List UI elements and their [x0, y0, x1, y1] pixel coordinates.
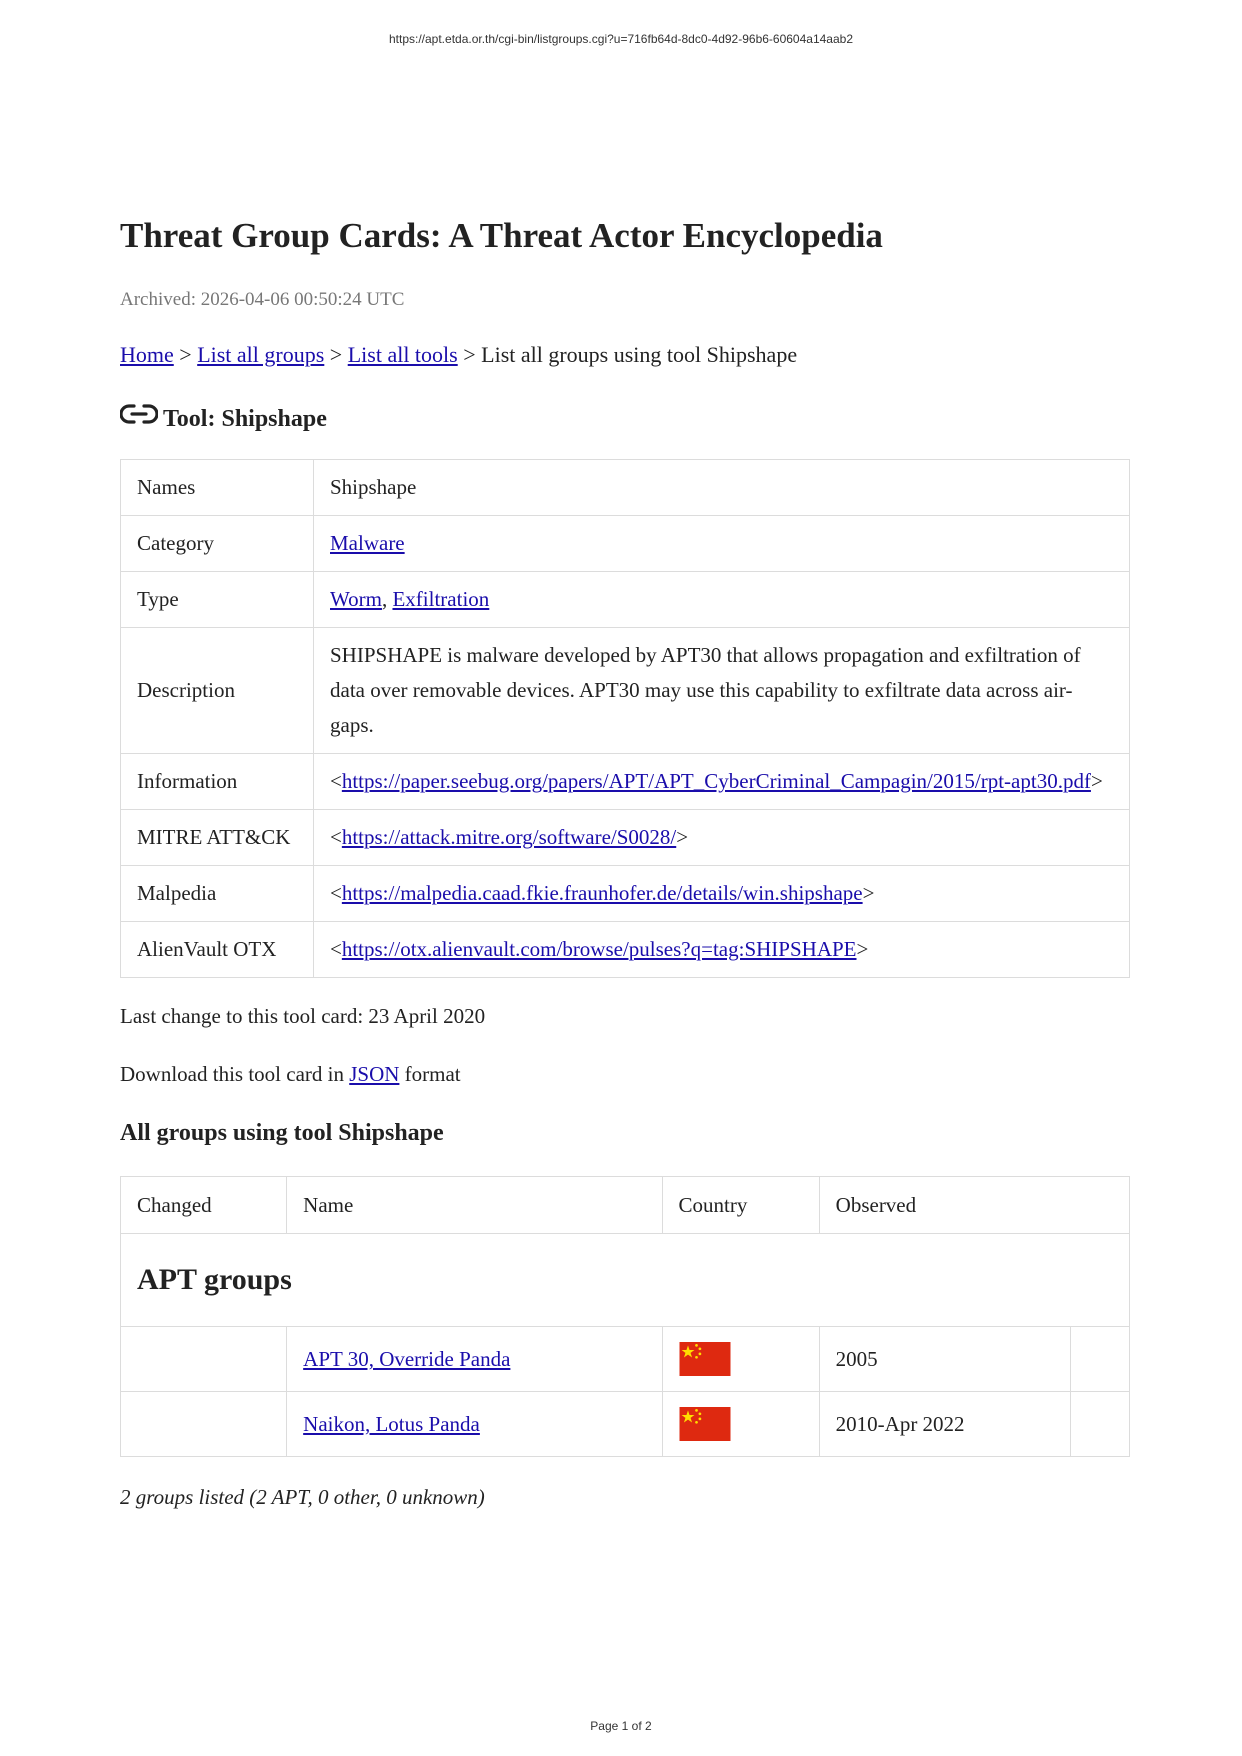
tool-heading-text: Tool: Shipshape — [163, 406, 327, 432]
country-cell — [662, 1392, 819, 1457]
angle-close: > — [676, 825, 689, 849]
table-row — [121, 628, 1130, 754]
table-row — [121, 572, 1130, 628]
information-cell — [314, 754, 1130, 810]
header-changed: Changed — [121, 1177, 287, 1234]
group-link-naikon[interactable]: Naikon, Lotus Panda — [303, 1412, 480, 1436]
table-row — [121, 866, 1130, 922]
extra-cell — [1070, 1392, 1129, 1457]
observed-cell: 2005 — [819, 1327, 1070, 1392]
mitre-cell — [314, 810, 1130, 866]
download-text-after: format — [399, 1062, 461, 1086]
changed-cell — [121, 1327, 287, 1392]
section-title-apt-groups: APT groups — [121, 1234, 1130, 1327]
observed-cell: 2010-Apr 2022 — [819, 1392, 1070, 1457]
download-line — [120, 1060, 1130, 1088]
section-row — [121, 1234, 1130, 1327]
header-observed: Observed — [819, 1177, 1129, 1234]
type-worm-link[interactable]: Worm — [330, 587, 382, 611]
angle-open: < — [330, 769, 342, 793]
malpedia-label: Malpedia — [121, 866, 314, 922]
type-label: Type — [121, 572, 314, 628]
print-header-url: https://apt.etda.or.th/cgi-bin/listgroups.cgi?u=716fb64d-8dc0-4d92-96b6-60604a14aab2 — [388, 32, 853, 46]
breadcrumb — [120, 340, 1130, 370]
main-content — [120, 214, 1130, 1511]
download-text-before: Download this tool card in — [120, 1062, 350, 1086]
breadcrumb-list-tools-link[interactable]: List all tools — [347, 342, 458, 367]
breadcrumb-current: List all groups using tool Shipshape — [481, 342, 798, 367]
table-header-row — [121, 1177, 1130, 1234]
table-row — [121, 1327, 1130, 1392]
tool-heading — [120, 403, 1130, 435]
angle-close: > — [862, 881, 875, 905]
json-download-link[interactable]: JSON — [349, 1062, 400, 1086]
name-cell — [287, 1327, 662, 1392]
tool-info-table — [120, 459, 1130, 978]
angle-open: < — [330, 881, 342, 905]
category-cell — [314, 516, 1130, 572]
header-name: Name — [287, 1177, 662, 1234]
name-cell — [287, 1392, 662, 1457]
breadcrumb-home-link[interactable]: Home — [120, 342, 174, 367]
header-country: Country — [662, 1177, 819, 1234]
breadcrumb-separator: > — [457, 342, 482, 367]
information-label: Information — [121, 754, 314, 810]
otx-cell — [314, 922, 1130, 978]
link-icon — [120, 402, 158, 424]
table-row — [121, 1392, 1130, 1457]
otx-link[interactable]: https://otx.alienvault.com/browse/pulses?q=tag:SHIPSHAPE — [341, 937, 857, 961]
table-row — [121, 516, 1130, 572]
angle-close: > — [856, 937, 869, 961]
otx-label: AlienVault OTX — [121, 922, 314, 978]
table-row — [121, 922, 1130, 978]
changed-cell — [121, 1392, 287, 1457]
type-separator: , — [381, 587, 393, 611]
category-malware-link[interactable]: Malware — [330, 531, 405, 555]
information-link[interactable]: https://paper.seebug.org/papers/APT/APT_CyberCriminal_Campagin/2015/rpt-apt30.pdf — [341, 769, 1091, 793]
china-flag-icon — [679, 1407, 731, 1441]
page-title: Threat Group Cards: A Threat Actor Encyclopedia — [120, 216, 883, 255]
extra-cell — [1070, 1327, 1129, 1392]
breadcrumb-separator: > — [173, 342, 198, 367]
table-row — [121, 754, 1130, 810]
names-label: Names — [121, 460, 314, 516]
archived-timestamp: Archived: 2026-04-06 00:50:24 UTC — [120, 289, 405, 310]
type-exfiltration-link[interactable]: Exfiltration — [392, 587, 490, 611]
page-number: Page 1 of 2 — [590, 1719, 652, 1733]
breadcrumb-separator: > — [324, 342, 348, 367]
mitre-link[interactable]: https://attack.mitre.org/software/S0028/ — [341, 825, 677, 849]
category-label: Category — [121, 516, 314, 572]
groups-summary: 2 groups listed (2 APT, 0 other, 0 unknown) — [120, 1485, 485, 1509]
last-change-text: Last change to this tool card: 23 April 2020 — [120, 1004, 486, 1028]
angle-open: < — [330, 825, 342, 849]
group-link-apt30[interactable]: APT 30, Override Panda — [303, 1347, 511, 1371]
malpedia-link[interactable]: https://malpedia.caad.fkie.fraunhofer.de/details/win.shipshape — [341, 881, 863, 905]
table-row — [121, 460, 1130, 516]
description-value: SHIPSHAPE is malware developed by APT30 that allows propagation and exfiltration of data over removable devices. APT30 may use this capability to exfiltrate data across air-gaps. — [314, 628, 1130, 754]
type-cell — [314, 572, 1130, 628]
angle-open: < — [330, 937, 342, 961]
malpedia-cell — [314, 866, 1130, 922]
names-value: Shipshape — [314, 460, 1130, 516]
mitre-label: MITRE ATT&CK — [121, 810, 314, 866]
groups-heading: All groups using tool Shipshape — [120, 1120, 444, 1146]
description-label: Description — [121, 628, 314, 754]
country-cell — [662, 1327, 819, 1392]
table-row — [121, 810, 1130, 866]
breadcrumb-list-groups-link[interactable]: List all groups — [197, 342, 325, 367]
china-flag-icon — [679, 1342, 731, 1376]
angle-close: > — [1090, 769, 1103, 793]
groups-table — [120, 1176, 1130, 1457]
